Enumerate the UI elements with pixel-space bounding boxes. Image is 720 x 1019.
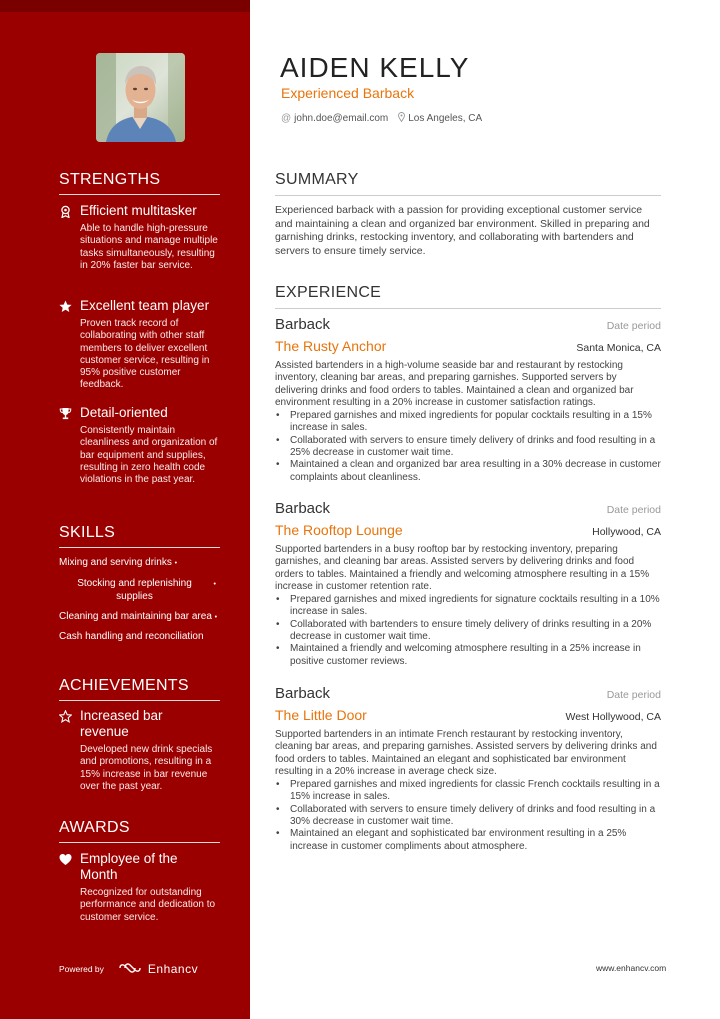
strength-title: Efficient multitasker (80, 203, 197, 218)
trophy-icon (59, 407, 72, 420)
skill-separator: • (214, 614, 218, 621)
job-bullet: • Collaborated with bartenders to ensure timely delivery of drinks resulting in a 20% decrease in customer wait time. (275, 619, 661, 644)
job-bullet: • Maintained a friendly and welcoming atmosphere resulting in a 25% increase in positive customer reviews. (275, 643, 661, 668)
strength-title: Detail-oriented (80, 405, 168, 420)
at-icon: @ (281, 113, 292, 124)
achievement-title: Increased bar revenue (80, 708, 163, 739)
job-date: Date period (606, 689, 661, 701)
job-location: Santa Monica, CA (576, 342, 661, 354)
powered-by (59, 962, 198, 976)
summary-heading: SUMMARY (275, 171, 661, 196)
skill-label: Mixing and serving drinks (59, 557, 172, 568)
skill-label: Cleaning and maintaining bar area (59, 611, 212, 622)
job-entry (275, 316, 661, 484)
job-title: Barback (275, 316, 331, 333)
awards-section (59, 819, 220, 843)
job-bullet: • Prepared garnishes and mixed ingredients for signature cocktails resulting in a 10% increase in sales. (275, 594, 661, 619)
job-description: Supported bartenders in an intimate French restaurant by restocking inventory, cleaning bar areas, and preparing garnishes. Assisted servers by delivering drinks and food orders to tables. Maintained an elegant and sophisticated bar environment resulting in a 20% increase in average check size. (275, 729, 657, 777)
achievements-heading: ACHIEVEMENTS (59, 677, 220, 701)
strength-title: Excellent team player (80, 298, 210, 313)
job-description: Supported bartenders in a busy rooftop bar by restocking inventory, preparing garnishes, and cleaning bar areas. Assisted servers by delivering drinks and food orders to tables. Maintained a friendly and welcoming atmosphere resulting in a 15% increase in customer retention rate. (275, 544, 650, 592)
skill-label: Cash handling and reconciliation (59, 631, 204, 642)
job-bullets (275, 779, 661, 853)
award-ribbon-icon (59, 205, 72, 218)
strength-item (59, 405, 220, 486)
achievement-desc: Developed new drink specials and promotions, resulting in a 15% increase in bar revenue over the past year. (80, 744, 213, 792)
job-bullet: • Prepared garnishes and mixed ingredients for popular cocktails resulting in a 15% increase in sales. (275, 410, 661, 435)
skill-label: Stocking and replenishing supplies (77, 578, 192, 602)
achievement-item (59, 708, 220, 793)
job-bullets (275, 410, 661, 484)
strength-item (59, 203, 220, 272)
job-description: Assisted bartenders in a high-volume seaside bar and restaurant by restocking inventory, cleaning bar areas, and preparing garnishes. Supported servers by delivering drinks and food orders to tables. Maintained a clean and organized bar environment resulting in a 20% increase in customer satisfaction ratings. (275, 360, 634, 408)
job-bullet: • Collaborated with servers to ensure timely delivery of drinks and food resulting in a 25% decrease in customer wait time. (275, 435, 661, 460)
location-pin-icon (398, 112, 405, 125)
job-location: West Hollywood, CA (565, 711, 661, 723)
contact-line (281, 112, 482, 125)
heart-icon (59, 853, 72, 866)
brand-name: Enhancv (147, 962, 199, 976)
sidebar-top-strip (0, 0, 250, 12)
candidate-role: Experienced Barback (281, 85, 415, 101)
strengths-section (59, 171, 220, 195)
skill-item (59, 631, 220, 644)
awards-heading: AWARDS (59, 819, 220, 843)
strength-desc: Proven track record of collaborating with other staff members to deliver excellent customer service, resulting in 95% positive customer feedback. (80, 318, 210, 391)
skill-item (59, 611, 220, 625)
skills-heading: SKILLS (59, 524, 220, 548)
star-outline-icon (59, 710, 72, 723)
email-link[interactable]: john.doe@email.com (294, 113, 389, 124)
powered-by-label: Powered by (59, 964, 104, 974)
award-desc: Recognized for outstanding performance and dedication to customer service. (80, 887, 216, 923)
strength-desc: Consistently maintain cleanliness and organization of bar equipment and supplies, resulting in zero health code violations in the past year. (80, 425, 218, 486)
experience-heading: EXPERIENCE (275, 284, 661, 309)
strengths-heading: STRENGTHS (59, 171, 220, 195)
skill-separator: • (213, 581, 216, 588)
sidebar (0, 0, 250, 1019)
job-bullets (275, 594, 661, 668)
job-title: Barback (275, 500, 331, 517)
summary-text: Experienced barback with a passion for providing exceptional customer service and maintaining a clean and organized bar environment. Skilled in preparing and garnishing drinks, restocking inventory, and collaborating with bartenders and servers to ensure timely service. (275, 204, 650, 258)
skill-separator: • (174, 560, 178, 567)
website-link[interactable]: www.enhancv.com (596, 963, 667, 973)
candidate-name: AIDEN KELLY (280, 52, 470, 83)
strength-item (59, 298, 220, 392)
job-bullet: • Maintained a clean and organized bar area resulting in a 30% decrease in customer complaints about cleanliness. (275, 459, 661, 484)
profile-photo (96, 53, 185, 142)
job-bullet: • Collaborated with servers to ensure timely delivery of drinks and food resulting in a 30% decrease in customer wait time. (275, 804, 661, 829)
job-title: Barback (275, 685, 331, 702)
job-bullet: • Maintained an elegant and sophisticated bar environment resulting in a 25% increase in customer compliments about atmosphere. (275, 828, 661, 853)
job-company: The Rooftop Lounge (275, 522, 403, 538)
job-location: Hollywood, CA (592, 526, 661, 538)
job-date: Date period (606, 504, 661, 516)
location-text: Los Angeles, CA (408, 113, 483, 124)
job-bullet: • Prepared garnishes and mixed ingredients for classic French cocktails resulting in a 15% increase in sales. (275, 779, 661, 804)
job-company: The Rusty Anchor (275, 338, 387, 354)
skills-section (59, 524, 220, 548)
achievements-section (59, 677, 220, 701)
enhancv-logo-icon (118, 962, 142, 976)
job-entry (275, 500, 661, 668)
job-company: The Little Door (275, 707, 367, 723)
skill-item (59, 557, 220, 571)
star-icon (59, 300, 72, 313)
award-item (59, 851, 220, 924)
award-title: Employee of the Month (80, 851, 178, 882)
skill-item (59, 578, 220, 603)
job-date: Date period (606, 320, 661, 332)
job-entry (275, 685, 661, 853)
strength-desc: Able to handle high-pressure situations and manage multiple tasks simultaneously, resulting in 20% faster bar service. (80, 223, 218, 271)
